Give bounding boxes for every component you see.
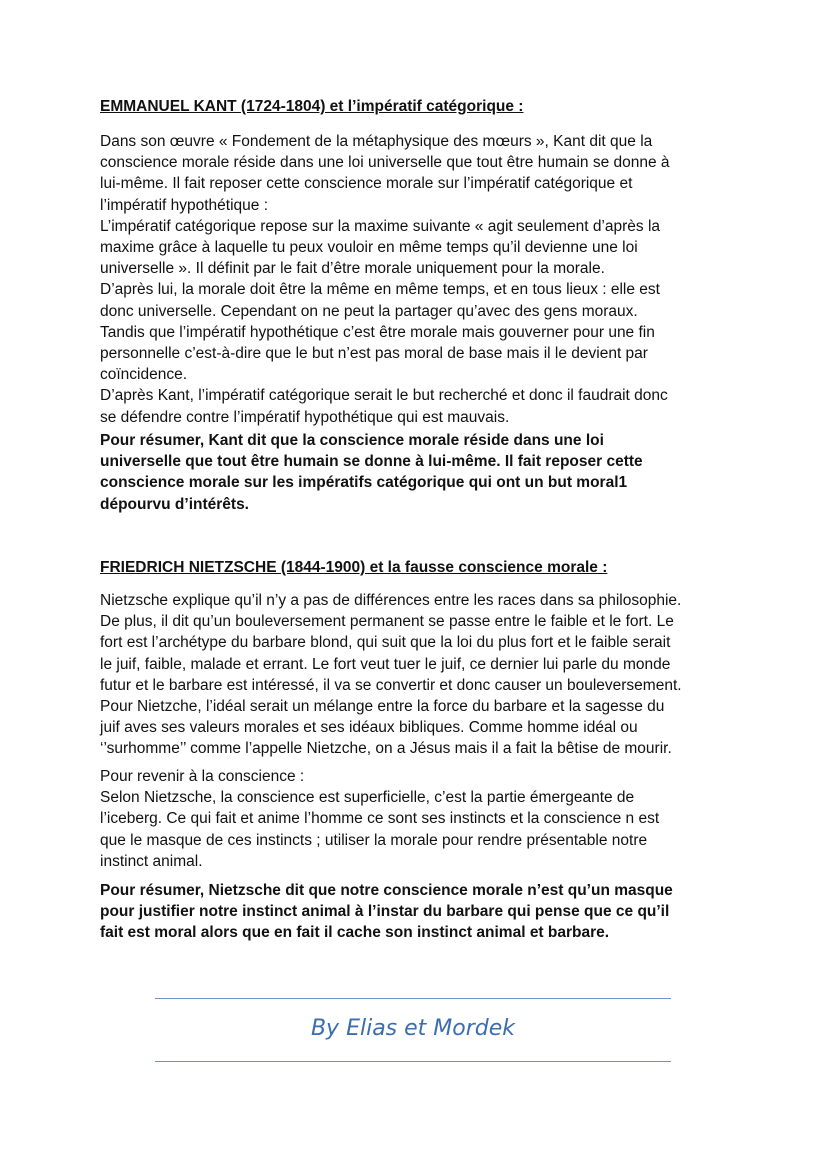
nietzsche-paragraph-line: le juif, faible, malade et errant. Le fort veut tuer le juif, ce dernier lui parle du monde [100,655,671,673]
kant-summary-line: conscience morale sur les impératifs catégorique qui ont un but moral1 [100,474,628,492]
nietzsche-summary-line: pour justifier notre instinct animal à l’instar du barbare qui pense que ce qu’il [100,903,670,921]
kant-paragraph-line: donc universelle. Cependant on ne peut la partager qu’avec des gens moraux. [100,302,638,320]
nietzsche-paragraph2-line: l’iceberg. Ce qui fait et anime l’homme ce sont ses instincts et la conscience n est [100,810,660,828]
nietzsche-paragraph2-line: Pour revenir à la conscience : [100,768,305,785]
kant-paragraph-line: D’après Kant, l’impératif catégorique serait le but recherché et donc il faudrait donc [100,387,668,405]
kant-section [100,97,740,117]
kant-paragraph-line: personnelle c’est-à-dire que le but n’est pas moral de base mais il le devient par [100,345,648,363]
kant-paragraph-line: L’impératif catégorique repose sur la maxime suivante « agit seulement d’après la [100,217,661,235]
kant-paragraph-line: Tandis que l’impératif hypothétique c’est être morale mais gouverner pour une fin [100,323,655,341]
kant-paragraph-line: lui-même. Il fait reposer cette conscience morale sur l’impératif catégorique et [100,175,633,193]
nietzsche-section [100,558,740,578]
kant-paragraph [100,131,740,428]
kant-summary [100,430,740,515]
nietzsche-paragraph-line: fort est l’archétype du barbare blond, qui suit que la loi du plus fort et le faible serait [100,634,671,652]
kant-paragraph-line: coïncidence. [100,366,188,384]
kant-summary-line: universelle que tout être humain se donne à lui-même. Il fait reposer cette [100,453,643,471]
nietzsche-paragraph-line: futur et le barbare est intéressé, il va se convertir et donc causer un bouleversement. [100,676,682,694]
nietzsche-paragraph-line: juif aves ses valeurs morales et ses idéaux bibliques. Comme homme idéal ou [100,719,638,737]
kant-paragraph-line: se défendre contre l’impératif hypothétique qui est mauvais. [100,408,510,426]
kant-paragraph-line: D’après lui, la morale doit être la même en même temps, et en tous lieux : elle est [100,281,660,299]
kant-summary-line: dépourvu d’intérêts. [100,495,249,513]
signature-text: By Elias et Mordek [310,1016,516,1041]
nietzsche-paragraph-line: De plus, il dit qu’un bouleversement permanent se passe entre le faible et le fort. Le [100,613,674,631]
nietzsche-summary [100,880,740,944]
kant-summary-line: Pour résumer, Kant dit que la conscience morale réside dans une loi [100,432,604,449]
nietzsche-paragraph-line: ‘’surhomme’’ comme l’appelle Nietzche, on a Jésus mais il a fait la bêtise de mourir. [100,740,672,758]
nietzsche-paragraph2-line: instinct animal. [100,852,203,870]
nietzsche-summary-line: Pour résumer, Nietzsche dit que notre conscience morale n’est qu’un masque [100,882,673,899]
kant-paragraph-line: maxime grâce à laquelle tu peux vouloir en même temps qu’il devienne une loi [100,239,638,257]
nietzsche-heading: FRIEDRICH NIETZSCHE (1844-1900) et la fausse conscience morale : [100,559,608,576]
kant-paragraph-line: l’impératif hypothétique : [100,196,269,214]
signature-bottom-rule [155,1061,671,1062]
nietzsche-paragraph-2 [100,766,740,872]
kant-paragraph-line: universelle ». Il définit par le fait d’être morale uniquement pour la morale. [100,260,605,278]
nietzsche-paragraph2-line: que le masque de ces instincts ; utiliser la morale pour rendre présentable notre [100,831,648,849]
nietzsche-paragraph-line: Pour Nietzche, l’idéal serait un mélange entre la force du barbare et la sagesse du [100,698,665,716]
nietzsche-paragraph [100,590,740,760]
kant-paragraph-line: Dans son œuvre « Fondement de la métaphysique des mœurs », Kant dit que la [100,133,653,150]
signature-top-rule [155,998,671,999]
nietzsche-paragraph2-line: Selon Nietzsche, la conscience est superficielle, c’est la partie émergeante de [100,789,635,807]
kant-paragraph-line: conscience morale réside dans une loi universelle que tout être humain se donne à [100,154,670,172]
nietzsche-summary-line: fait est moral alors que en fait il cache son instinct animal et barbare. [100,924,610,942]
kant-heading: EMMANUEL KANT (1724-1804) et l’impératif catégorique : [100,98,524,115]
nietzsche-paragraph-line: Nietzsche explique qu’il n’y a pas de différences entre les races dans sa philosophie. [100,592,682,609]
